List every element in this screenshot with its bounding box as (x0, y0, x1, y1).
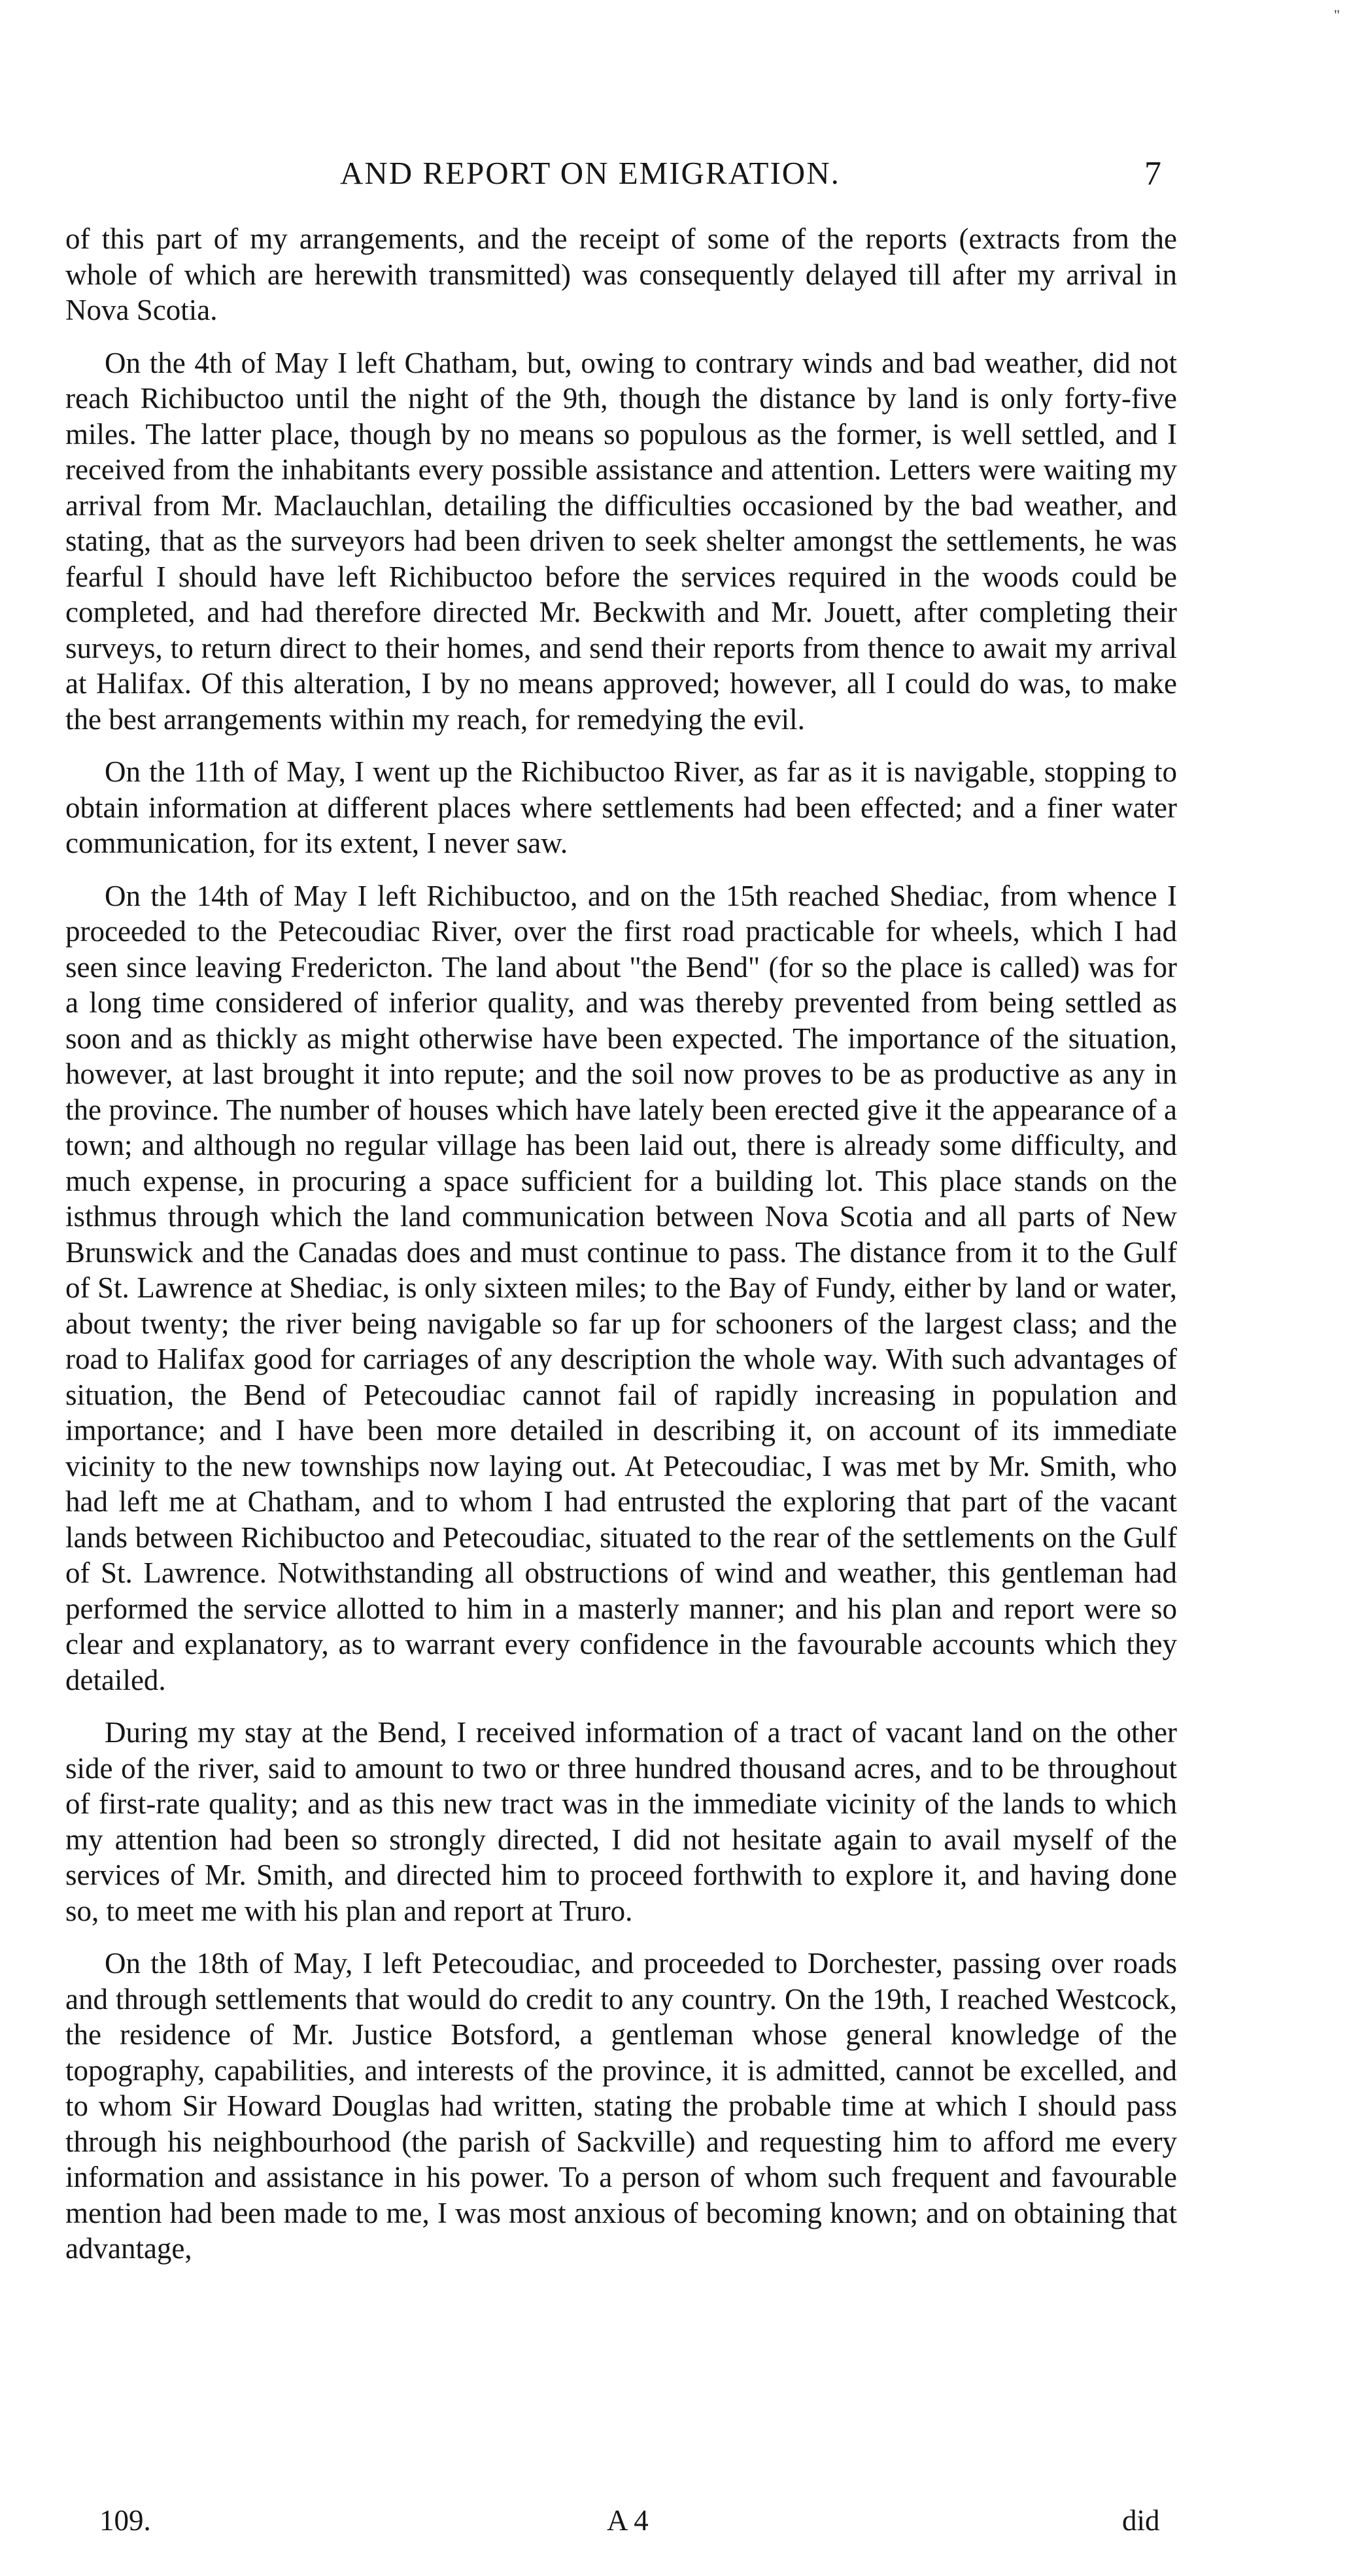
page-number: 7 (1144, 155, 1161, 192)
paragraph-5: During my stay at the Bend, I received information of a tract of vacant land on the other side of the river, said to amount to two or three hundred thousand acres, and to be throughout of first-rate quality; and as this new tract was in the immediate vicinity of the lands to which my attention had been so strongly directed, I did not hesitate again to avail myself of the services of Mr. Smith, and directed him to proceed forthwith to explore it, and having done so, to meet me with his plan and report at Truro. (65, 1716, 1177, 1927)
paragraph-3: On the 11th of May, I went up the Richibuctoo River, as far as it is navigable, stopping to obtain information at different places where settlements had been effected; and a finer water communication, for its extent, I never saw. (65, 755, 1177, 859)
signature-number: 109. (99, 2504, 151, 2537)
running-title: AND REPORT ON EMIGRATION. (340, 155, 840, 191)
paragraph-4: On the 14th of May I left Richibuctoo, and on the 15th reached Shediac, from whence I proceeded to the Petecoudiac River, over the first road practicable for wheels, which I had seen since leaving Fredericton. The land about "the Bend" (for so the place is called) was for a long time considered of inferior quality, and was thereby prevented from being settled as soon and as thickly as might otherwise have been expected. The importance of the situation, however, at last brought it into repute; and the soil now proves to be as productive as any in the province. The number of houses which have lately been erected give it the appearance of a town; and although no regular village has been laid out, there is already some difficulty, and much expense, in procuring a space sufficient for a building lot. This place stands on the isthmus through which the land communication between Nova Scotia and all parts of New Brunswick and the Canadas does and must continue to pass. The distance from it to the Gulf of St. Lawrence at Shediac, is only sixteen miles; to the Bay of Fundy, either by land or water, about twenty; the river being navigable so far up for schooners of the largest class; and the road to Halifax good for carriages of any description the whole way. With such advantages of situation, the Bend of Petecoudiac cannot fail of rapidly increasing in population and importance; and I have been more detailed in describing it, on account of its immediate vicinity to the new townships now laying out. At Petecoudiac, I was met by Mr. Smith, who had left me at Chatham, and to whom I had entrusted the exploring that part of the vacant lands between Richibuctoo and Petecoudiac, situated to the rear of the settlements on the Gulf of St. Lawrence. Notwithstanding all obstructions of wind and weather, this gentleman had performed the service allotted to him in a masterly manner; and his plan and report were so clear and explanatory, as to warrant every confidence in the favourable accounts which they detailed. (65, 879, 1177, 1696)
catchword: did (1122, 2504, 1160, 2537)
paragraph-2: On the 4th of May I left Chatham, but, owing to contrary winds and bad weather, did not reach Richibuctoo until the night of the 9th, though the distance by land is only forty-five miles. The latter place, though by no means so populous as the former, is well settled, and I received from the inhabitants every possible assistance and attention. Letters were waiting my arrival from Mr. Maclauchlan, detailing the difficulties occasioned by the bad weather, and stating, that as the surveyors had been driven to seek shelter amongst the settlements, he was fearful I should have left Richibuctoo before the services required in the woods could be completed, and had therefore directed Mr. Beckwith and Mr. Jouett, after completing their surveys, to return direct to their homes, and send their reports from thence to await my arrival at Halifax. Of this alteration, I by no means approved; however, all I could do was, to make the best arrangements within my reach, for remedying the evil. (65, 346, 1177, 736)
signature-mark: A 4 (607, 2504, 649, 2537)
body-text (65, 221, 1177, 2267)
paragraph-1: of this part of my arrangements, and the receipt of some of the reports (extracts from the whole of which are herewith transmitted) was consequently delayed till after my arrival in Nova Scotia. (65, 222, 1177, 326)
corner-mark: " (1334, 7, 1340, 23)
paragraph-6: On the 18th of May, I left Petecoudiac, and proceeded to Dorchester, passing over roads and through settlements that would do credit to any country. On the 19th, I reached Westcock, the residence of Mr. Justice Botsford, a gentleman whose general knowledge of the topography, capabilities, and interests of the province, it is admitted, cannot be excelled, and to whom Sir Howard Douglas had written, stating the probable time at which I should pass through his neighbourhood (the parish of Sackville) and requesting him to afford me every information and assistance in his power. To a person of whom such frequent and favourable mention had been made to me, I was most anxious of becoming known; and on obtaining that advantage, (65, 1947, 1177, 2265)
